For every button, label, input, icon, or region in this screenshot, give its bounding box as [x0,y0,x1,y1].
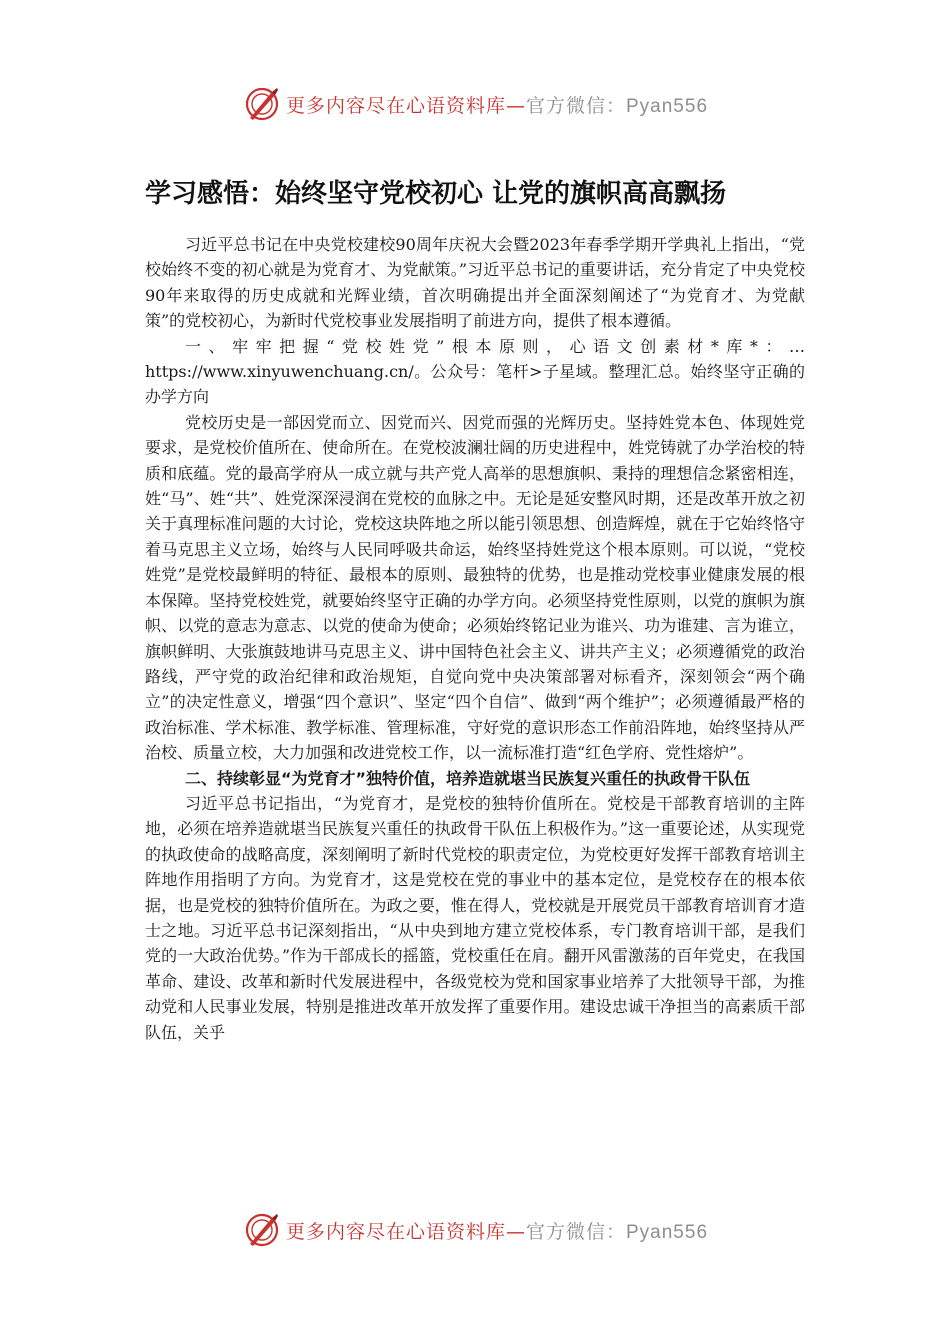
paragraph-intro: 习近平总书记在中央党校建校90周年庆祝大会暨2023年春季学期开学典礼上指出，“党校始终不变的初心就是为党育才、为党献策。”习近平总书记的重要讲话，充分肯定了中央党校90年来取得的历史成就和光辉业绩，首次明确提出并全面深刻阐述了“为党育才、为党献策”的党校初心，为新时代党校事业发展指明了前进方向，提供了根本遵循。 [145,235,805,331]
document-body [145,232,805,1045]
paragraph-section-2: 习近平总书记指出，“为党育才，是党校的独特价值所在。党校是干部教育培训的主阵地，必须在培养造就堪当民族复兴重任的执政骨干队伍上积极作为。”这一重要论述，从实现党的执政使命的战略高度，深刻阐明了新时代党校的职责定位，为党校更好发挥干部教育培训主阵地作用指明了方向。为党育才，这是党校在党的事业中的基本定位，是党校存在的根本依据，也是党校的独特价值所在。为政之要，惟在得人，党校就是开展党员干部教育培训育才造士之地。习近平总书记深刻指出，“从中央到地方建立党校体系，专门教育培训干部，是我们党的一大政治优势。”作为干部成长的摇篮，党校重任在肩。翻开风雷激荡的百年党史，在我国革命、建设、改革和新时代发展进程中，各级党校为党和国家事业培养了大批领导干部，为推动党和人民事业发展，特别是推进改革开放发挥了重要作用。建设忠诚干净担当的高素质干部队伍，关乎 [145,793,805,1042]
banner-text [286,91,708,118]
brush-logo-icon [242,84,282,124]
paragraph-section-1: 党校历史是一部因党而立、因党而兴、因党而强的光辉历史。坚持姓党本色、体现姓党要求，是党校价值所在、使命所在。在党校波澜壮阔的历史进程中，姓党铸就了办学治校的特质和底蕴。党的最高学府从一成立就与共产党人高举的思想旗帜、秉持的理想信念紧密相连，姓“马”、姓“共”、姓党深深浸润在党校的血脉之中。无论是延安整风时期，还是改革开放之初关于真理标准问题的大讨论，党校这块阵地之所以能引领思想、创造辉煌，就在于它始终恪守着马克思主义立场，始终与人民同呼吸共命运，始终坚持姓党这个根本原则。可以说，“党校姓党”是党校最鲜明的特征、最根本的原则、最独特的优势，也是推动党校事业健康发展的根本保障。坚持党校姓党，就要始终坚守正确的办学方向。必须坚持党性原则，以党的旗帜为旗帜、以党的意志为意志、以党的使命为使命；必须始终铭记业为谁兴、功为谁建、言为谁立，旗帜鲜明、大张旗鼓地讲马克思主义、讲中国特色社会主义、讲共产主义；必须遵循党的政治路线，严守党的政治纪律和政治规矩，自觉向党中央决策部署对标看齐，深刻领会“两个确立”的决定性意义，增强“四个意识”、坚定“四个自信”、做到“两个维护”；必须遵循最严格的政治标准、学术标准、教学标准、管理标准，守好党的意识形态工作前沿阵地，始终坚持从严治校、质量立校，大力加强和改进党校工作，以一流标准打造“红色学府、党性熔炉”。 [145,412,805,763]
banner-separator: — [505,1220,526,1243]
section-heading-2: 二、持续彰显“为党育才”独特价值，培养造就堪当民族复兴重任的执政骨干队伍 [185,768,751,788]
header-banner [0,82,950,126]
banner-wechat-id: Pyan556 [626,1221,709,1243]
banner-wechat-id: Pyan556 [626,95,709,117]
banner-text [286,1217,708,1244]
banner-wechat-label: 官方微信： [525,1220,626,1243]
section-heading-1: 一、牢牢把握“党校姓党”根本原则，心语文创素材*库*：…https://www.xinyuwenchuang.cn/。公众号：笔杆>子星域。整理汇总。始终坚守正确的办学方向 [145,336,805,407]
banner-main-text: 更多内容尽在心语资料库 [285,94,506,117]
brush-logo-icon [242,1210,282,1250]
footer-banner [0,1208,950,1252]
banner-separator: — [505,94,526,117]
banner-wechat-label: 官方微信： [525,94,626,117]
banner-main-text: 更多内容尽在心语资料库 [285,1220,506,1243]
document-title: 学习感悟：始终坚守党校初心 让党的旗帜高高飘扬 [145,179,727,209]
